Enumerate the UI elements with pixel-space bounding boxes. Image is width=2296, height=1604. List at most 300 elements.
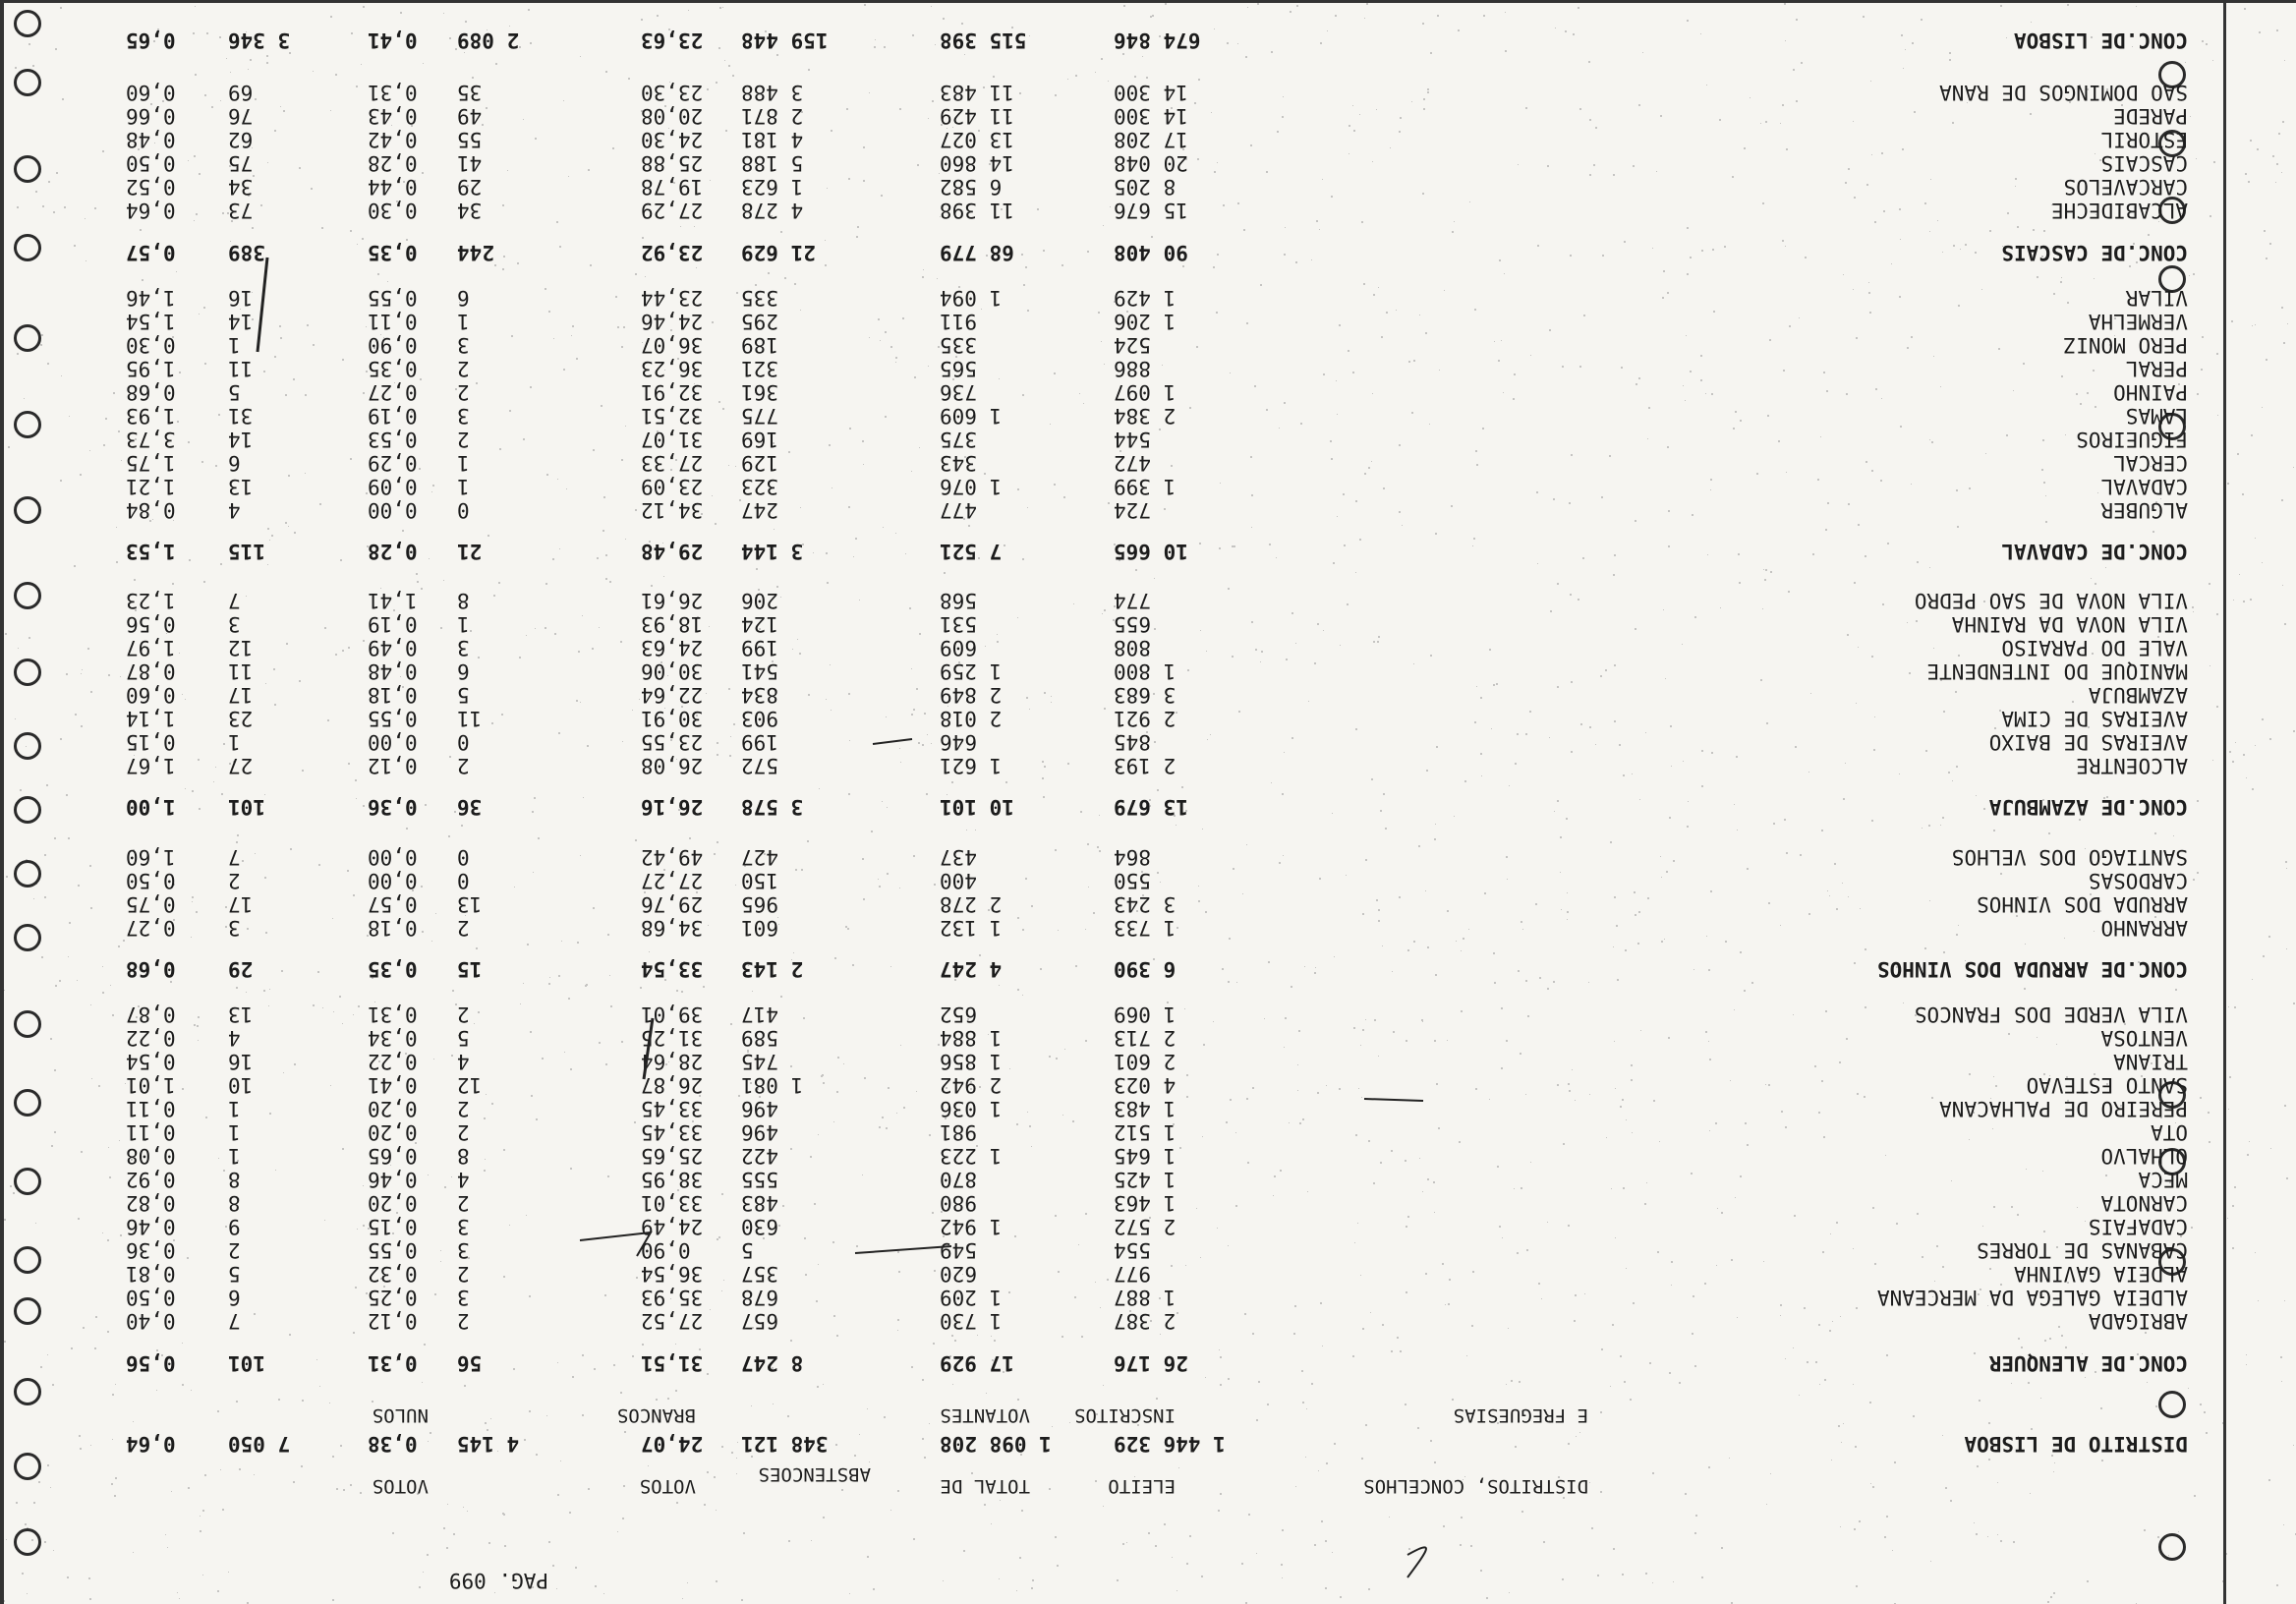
row-value: 0,56	[126, 612, 176, 636]
header-name-column: DISTRITOS, CONCELHOS E FREGUESIAS	[1363, 1404, 1588, 1497]
row-value: 38,95	[641, 1168, 704, 1191]
row-value: 26,87	[641, 1073, 704, 1097]
row-value: 14 300	[1114, 81, 1188, 104]
row-value: 0,12	[368, 754, 418, 777]
row-value: 601	[741, 916, 778, 940]
row-value: 808	[1114, 636, 1151, 659]
row-value: 17	[228, 683, 254, 707]
row-value: 1 733	[1114, 916, 1177, 940]
row-value: 0,38	[368, 1432, 418, 1456]
row-value: 13	[457, 892, 483, 916]
row-value: 35	[457, 81, 483, 104]
row-value: 0,48	[368, 659, 418, 683]
row-value: 68 779	[940, 241, 1014, 264]
row-value: 34,68	[641, 916, 704, 940]
row-value: 0,00	[368, 730, 418, 754]
row-value: 129	[741, 451, 778, 475]
row-value: 1,60	[126, 845, 176, 869]
row-value: 554	[1114, 1238, 1151, 1262]
row-name: ESTORIL	[2100, 128, 2188, 151]
row-value: 1	[228, 730, 241, 754]
row-value: 0,50	[126, 151, 176, 175]
row-value: 49,42	[641, 845, 704, 869]
row-value: 1 259	[940, 659, 1003, 683]
row-value: 0,31	[368, 1002, 418, 1026]
row-value: 1,67	[126, 754, 176, 777]
row-value: 1,97	[126, 636, 176, 659]
row-value: 41	[457, 151, 483, 175]
row-value: 0,30	[126, 333, 176, 357]
row-value: 400	[940, 869, 977, 892]
row-value: 1,01	[126, 1073, 176, 1097]
row-value: 0,50	[126, 869, 176, 892]
row-value: 2 601	[1114, 1050, 1177, 1073]
row-value: 3	[457, 636, 470, 659]
row-value: 8	[457, 1144, 470, 1168]
row-value: 124	[741, 612, 778, 636]
row-value: 4	[228, 1026, 241, 1050]
row-value: 549	[940, 1238, 977, 1262]
row-value: 10 665	[1114, 540, 1188, 563]
row-value: 0,56	[126, 1351, 176, 1375]
row-value: 550	[1114, 869, 1151, 892]
row-value: 29,76	[641, 892, 704, 916]
row-value: 1	[457, 451, 470, 475]
row-value: 1 800	[1114, 659, 1177, 683]
row-value: 2	[457, 1002, 470, 1026]
row-value: 29	[457, 175, 483, 199]
row-name: CONC.DE CADAVAL	[2001, 540, 2188, 563]
row-value: 27,27	[641, 869, 704, 892]
row-value: 6	[457, 659, 470, 683]
row-value: 4 023	[1114, 1073, 1177, 1097]
row-value: 23,63	[641, 29, 704, 52]
row-value: 0,87	[126, 1002, 176, 1026]
row-value: 870	[940, 1168, 977, 1191]
row-value: 1 399	[1114, 475, 1177, 498]
row-value: 422	[741, 1144, 778, 1168]
row-value: 2 143	[741, 957, 804, 981]
row-value: 0,27	[368, 380, 418, 404]
row-value: 0,12	[368, 1309, 418, 1333]
row-name: CARNOTA	[2100, 1191, 2188, 1215]
row-value: 845	[1114, 730, 1151, 754]
row-value: 34	[228, 175, 254, 199]
row-value: 7	[228, 1309, 241, 1333]
row-value: 0,31	[368, 81, 418, 104]
row-value: 1 730	[940, 1309, 1003, 1333]
row-value: 33,45	[641, 1120, 704, 1144]
row-value: 23,92	[641, 241, 704, 264]
row-value: 1,00	[126, 795, 176, 819]
row-name: VILAR	[2125, 286, 2188, 310]
row-value: 0,90	[641, 1238, 691, 1262]
row-value: 2 193	[1114, 754, 1177, 777]
row-value: 0,90	[368, 333, 418, 357]
row-value: 13	[228, 1002, 254, 1026]
row-value: 0,00	[368, 845, 418, 869]
row-value: 26,61	[641, 589, 704, 612]
row-value: 0,15	[368, 1215, 418, 1238]
row-name: CARCAVELOS	[2063, 175, 2188, 199]
row-value: 1,41	[368, 589, 418, 612]
row-value: 0,25	[368, 1286, 418, 1309]
row-value: 90 408	[1114, 241, 1188, 264]
row-value: 0,20	[368, 1097, 418, 1120]
row-value: 55	[457, 128, 483, 151]
row-value: 0,08	[126, 1144, 176, 1168]
row-value: 1 209	[940, 1286, 1003, 1309]
row-value: 437	[940, 845, 977, 869]
row-value: 655	[1114, 612, 1151, 636]
row-value: 0,55	[368, 707, 418, 730]
row-value: 0,11	[368, 310, 418, 333]
row-value: 14	[228, 428, 254, 451]
row-value: 0,27	[126, 916, 176, 940]
row-value: 0,19	[368, 612, 418, 636]
row-value: 23,55	[641, 730, 704, 754]
row-value: 36,54	[641, 1262, 704, 1286]
row-value: 247	[741, 498, 778, 522]
row-value: 0,20	[368, 1191, 418, 1215]
row-value: 9	[228, 1215, 241, 1238]
row-value: 0	[457, 498, 470, 522]
row-value: 0,20	[368, 1120, 418, 1144]
row-value: 2	[457, 1097, 470, 1120]
row-value: 15	[457, 957, 483, 981]
row-name: LAMAS	[2125, 404, 2188, 428]
row-value: 5	[228, 380, 241, 404]
row-value: 483	[741, 1191, 778, 1215]
row-name: CONC.DE ALENQUER	[1988, 1351, 2188, 1375]
row-value: 13 027	[940, 128, 1014, 151]
row-value: 1,95	[126, 357, 176, 380]
row-value: 0,22	[126, 1026, 176, 1050]
row-value: 2 018	[940, 707, 1003, 730]
row-value: 0,87	[126, 659, 176, 683]
row-value: 2	[457, 1191, 470, 1215]
row-value: 674 846	[1114, 29, 1201, 52]
row-value: 375	[940, 428, 977, 451]
row-value: 0,60	[126, 81, 176, 104]
row-value: 834	[741, 683, 778, 707]
row-value: 3 346	[228, 29, 291, 52]
row-value: 4	[457, 1050, 470, 1073]
row-value: 5	[457, 1026, 470, 1050]
header-abstencoes-column: ABSTENCOES	[758, 1463, 871, 1485]
row-value: 2	[457, 916, 470, 940]
row-value: 903	[741, 707, 778, 730]
row-value: 24,49	[641, 1215, 704, 1238]
row-value: 321	[741, 357, 778, 380]
row-value: 199	[741, 636, 778, 659]
row-value: 11	[228, 659, 254, 683]
row-value: 1,21	[126, 475, 176, 498]
page-number: PAG. 099	[448, 1569, 548, 1592]
row-name: CONC.DE ARRUDA DOS VINHOS	[1876, 957, 2188, 981]
row-value: 1	[228, 333, 241, 357]
row-value: 1 942	[940, 1215, 1003, 1238]
row-name: OLHALVO	[2100, 1144, 2188, 1168]
row-value: 0,81	[126, 1262, 176, 1286]
row-value: 0	[457, 869, 470, 892]
row-name: VALE DO PARAISO	[2001, 636, 2188, 659]
row-value: 23,09	[641, 475, 704, 498]
row-value: 1 512	[1114, 1120, 1177, 1144]
row-value: 27,33	[641, 451, 704, 475]
row-value: 8	[457, 589, 470, 612]
row-value: 0,92	[126, 1168, 176, 1191]
row-value: 1 069	[1114, 1002, 1177, 1026]
row-name: CADAVAL	[2100, 475, 2188, 498]
row-value: 0,35	[368, 357, 418, 380]
row-value: 49	[457, 104, 483, 128]
row-value: 101	[228, 1351, 265, 1375]
row-value: 0,68	[126, 380, 176, 404]
row-value: 572	[741, 754, 778, 777]
row-value: 14 860	[940, 151, 1014, 175]
row-value: 21 629	[741, 241, 816, 264]
row-name: ALGUBER	[2100, 498, 2188, 522]
row-name: VILA NOVA DE SAO PEDRO	[1914, 589, 2188, 612]
row-value: 2 942	[940, 1073, 1003, 1097]
row-value: 589	[741, 1026, 778, 1050]
row-name: ALCOENTRE	[2076, 754, 2188, 777]
row-value: 1 621	[940, 754, 1003, 777]
row-value: 17	[228, 892, 254, 916]
row-value: 1	[228, 1097, 241, 1120]
row-value: 1,23	[126, 589, 176, 612]
row-value: 515 398	[940, 29, 1027, 52]
row-value: 2	[457, 357, 470, 380]
row-value: 32,51	[641, 404, 704, 428]
row-value: 30,91	[641, 707, 704, 730]
row-value: 12	[457, 1073, 483, 1097]
row-value: 745	[741, 1050, 778, 1073]
row-value: 389	[228, 241, 265, 264]
row-value: 774	[1114, 589, 1151, 612]
row-value: 3 683	[1114, 683, 1177, 707]
row-value: 0,28	[368, 540, 418, 563]
row-name: FIGUEIROS	[2076, 428, 2188, 451]
row-name: ALDEIA GAVINHA	[2013, 1262, 2188, 1286]
row-value: 24,46	[641, 310, 704, 333]
row-value: 0,43	[368, 104, 418, 128]
row-value: 2 089	[457, 29, 520, 52]
row-value: 0,41	[368, 1073, 418, 1097]
row-value: 0,18	[368, 683, 418, 707]
row-value: 0,55	[368, 1238, 418, 1262]
row-value: 25,65	[641, 1144, 704, 1168]
row-value: 864	[1114, 845, 1151, 869]
row-value: 6	[457, 286, 470, 310]
row-value: 0,65	[126, 29, 176, 52]
row-value: 0,35	[368, 957, 418, 981]
row-value: 6 390	[1114, 957, 1177, 981]
row-value: 8	[228, 1191, 241, 1215]
row-value: 980	[940, 1191, 977, 1215]
row-value: 3	[457, 1286, 470, 1309]
row-value: 0,41	[368, 29, 418, 52]
row-value: 1	[457, 612, 470, 636]
row-value: 977	[1114, 1262, 1151, 1286]
row-value: 0,32	[368, 1262, 418, 1286]
row-value: 3,73	[126, 428, 176, 451]
row-value: 23,30	[641, 81, 704, 104]
row-value: 11	[228, 357, 254, 380]
row-value: 531	[940, 612, 977, 636]
row-value: 335	[940, 333, 977, 357]
row-value: 678	[741, 1286, 778, 1309]
row-value: 3 578	[741, 795, 804, 819]
row-value: 2 849	[940, 683, 1003, 707]
row-value: 427	[741, 845, 778, 869]
row-value: 17 929	[940, 1351, 1014, 1375]
row-name: PEREIRO DE PALHACANA	[1939, 1097, 2188, 1120]
row-value: 17 208	[1114, 128, 1188, 151]
row-value: 36,23	[641, 357, 704, 380]
row-name: DISTRITO DE LISBOA	[1964, 1432, 2188, 1456]
row-value: 39,01	[641, 1002, 704, 1026]
row-value: 8 205	[1114, 175, 1177, 199]
row-name: OTA	[2151, 1120, 2188, 1144]
row-value: 34,12	[641, 498, 704, 522]
row-value: 1 206	[1114, 310, 1177, 333]
row-value: 348 121	[741, 1432, 829, 1456]
row-value: 1,54	[126, 310, 176, 333]
row-value: 30,06	[641, 659, 704, 683]
row-value: 26,08	[641, 754, 704, 777]
row-value: 32,91	[641, 380, 704, 404]
row-value: 33,01	[641, 1191, 704, 1215]
row-value: 4 247	[940, 957, 1003, 981]
row-value: 477	[940, 498, 977, 522]
row-value: 1,46	[126, 286, 176, 310]
row-value: 11 483	[940, 81, 1014, 104]
row-value: 472	[1114, 451, 1151, 475]
row-value: 565	[940, 357, 977, 380]
row-value: 0,57	[126, 241, 176, 264]
row-value: 22,64	[641, 683, 704, 707]
row-value: 541	[741, 659, 778, 683]
row-value: 3 243	[1114, 892, 1177, 916]
row-value: 555	[741, 1168, 778, 1191]
row-name: ARRUDA DOS VINHOS	[1977, 892, 2188, 916]
row-value: 0,82	[126, 1191, 176, 1215]
row-value: 0,15	[126, 730, 176, 754]
row-name: CONC.DE AZAMBUJA	[1988, 795, 2188, 819]
row-name: ALDEIA GALEGA DA MERCEANA	[1876, 1286, 2188, 1309]
row-name: CARDOSAS	[2088, 869, 2188, 892]
row-value: 19,78	[641, 175, 704, 199]
row-value: 1 081	[741, 1073, 804, 1097]
row-value: 76	[228, 104, 254, 128]
row-value: 1 463	[1114, 1191, 1177, 1215]
row-value: 0,44	[368, 175, 418, 199]
header-nulos-column: VOTOS NULOS	[372, 1404, 429, 1497]
row-value: 3 488	[741, 81, 804, 104]
header-eleitores-column: ELEITO INSCRITOS	[1074, 1404, 1176, 1497]
row-value: 2 921	[1114, 707, 1177, 730]
row-value: 36	[457, 795, 483, 819]
row-value: 5	[457, 683, 470, 707]
row-value: 4 181	[741, 128, 804, 151]
row-value: 36,07	[641, 333, 704, 357]
row-value: 1 645	[1114, 1144, 1177, 1168]
row-value: 1 884	[940, 1026, 1003, 1050]
row-value: 33,54	[641, 957, 704, 981]
row-value: 18,93	[641, 612, 704, 636]
row-value: 0,65	[368, 1144, 418, 1168]
row-value: 2	[457, 380, 470, 404]
row-value: 0,84	[126, 498, 176, 522]
row-value: 295	[741, 310, 778, 333]
row-value: 2	[457, 428, 470, 451]
row-value: 1,14	[126, 707, 176, 730]
row-name: ARRANHO	[2100, 916, 2188, 940]
row-value: 159 448	[741, 29, 829, 52]
row-value: 31	[228, 404, 254, 428]
row-value: 115	[228, 540, 265, 563]
row-value: 357	[741, 1262, 778, 1286]
row-value: 11	[457, 707, 483, 730]
row-value: 24,30	[641, 128, 704, 151]
row-value: 646	[940, 730, 977, 754]
row-name: CONC.DE LISBOA	[2013, 29, 2188, 52]
row-value: 75	[228, 151, 254, 175]
row-name: CADAFAIS	[2088, 1215, 2188, 1238]
row-value: 886	[1114, 357, 1151, 380]
row-value: 150	[741, 869, 778, 892]
row-value: 0,68	[126, 957, 176, 981]
row-value: 981	[940, 1120, 977, 1144]
row-value: 3 144	[741, 540, 804, 563]
row-value: 101	[228, 795, 265, 819]
row-value: 0,46	[126, 1215, 176, 1238]
row-value: 13	[228, 475, 254, 498]
row-value: 6 582	[940, 175, 1003, 199]
row-name: ALCABIDECHE	[2050, 199, 2188, 222]
row-value: 6	[228, 1286, 241, 1309]
row-value: 3	[457, 1215, 470, 1238]
row-value: 31,07	[641, 428, 704, 451]
row-value: 0,36	[368, 795, 418, 819]
row-value: 4	[457, 1168, 470, 1191]
row-value: 0,75	[126, 892, 176, 916]
row-name: PAREDE	[2113, 104, 2188, 128]
row-name: PERAL	[2125, 357, 2188, 380]
row-name: SAO DOMINGOS DE RANA	[1939, 81, 2188, 104]
row-value: 0,60	[126, 683, 176, 707]
row-value: 2	[228, 869, 241, 892]
row-value: 56	[457, 1351, 483, 1375]
row-value: 3	[457, 404, 470, 428]
row-value: 12	[228, 636, 254, 659]
row-name: PAINHO	[2113, 380, 2188, 404]
row-value: 1 097	[1114, 380, 1177, 404]
row-value: 0,52	[126, 175, 176, 199]
row-value: 1,93	[126, 404, 176, 428]
row-value: 2	[457, 1120, 470, 1144]
row-value: 5	[228, 1262, 241, 1286]
row-value: 630	[741, 1215, 778, 1238]
row-value: 2 572	[1114, 1215, 1177, 1238]
row-name: SANTIAGO DOS VELHOS	[1951, 845, 2188, 869]
row-value: 69	[228, 81, 254, 104]
row-name: MECA	[2138, 1168, 2188, 1191]
row-value: 11 398	[940, 199, 1014, 222]
row-value: 1,75	[126, 451, 176, 475]
